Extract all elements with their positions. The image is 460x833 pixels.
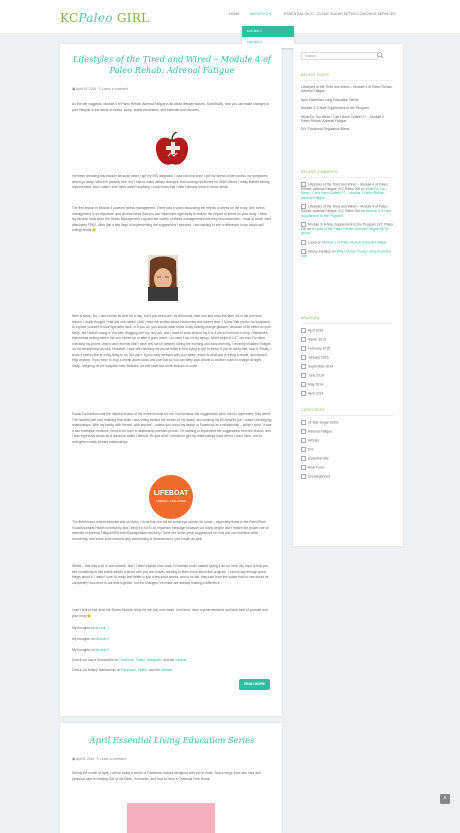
divider <box>301 177 393 178</box>
folder-icon <box>301 391 306 396</box>
category-label[interactable]: Essential Oils <box>308 456 329 461</box>
archives-list <box>301 328 393 400</box>
laura-facebook-link[interactable]: Facebook <box>119 658 134 662</box>
check-out-laura-line: Check out Laura Schoenfeld on Facebook, Twitter, Instagram, and her website <box>72 658 187 662</box>
post-paragraph: Whew – that was a lot in one module, huh? I didn't realize how much I'd learned until I started typing it all out here. My hope is that you see something in this article strikes a chord with you and leaves wanting to learn more about this program. I cannot say enough good things about it. I wasn't sure I'd really feel better in just a few short weeks, and to be fair, they said from the outset that no one would be completely recovered in out time together, but the changes I've made are already making a difference. <box>72 564 269 585</box>
post-paragraph: The first lesson in Module 4 covered stress management. There was a video discussing the effects of stress on the body, why stress management is so important, and several ideas that you can implement right away to reduce the impact of stress on your body. I think my favorite tools were the Stress Management Log and the variety of stress management tools they recommended – most of which were absolutely FREE. After just a few days of implementing the suggestions I selected, I am starting to see a difference in my mood and energy levels 🙂 <box>72 206 272 232</box>
archive-item[interactable] <box>301 391 393 396</box>
leave-comment-link[interactable]: Leave a comment <box>99 757 127 761</box>
check-prefix: Check out Laura Schoenfeld on <box>72 658 119 662</box>
comment-author[interactable]: Module 3: A Nice Supplement to the Program | KC Paleo Girl <box>301 222 393 232</box>
category-label[interactable]: Articles <box>308 438 320 443</box>
archive-label[interactable]: April 2015 <box>308 328 324 333</box>
folder-icon <box>301 456 306 461</box>
recent-comment: Lifestyles of the Tired and Wired – Module 4 of Paleo Rehab: Adrenal Fatigue | KC Paleo Girl on What Do You Mean I Can't Have Coffee??? – Module 2 Paleo Rehab: Adrenal Fatigue <box>301 182 388 200</box>
module-2-link[interactable]: Module 2 <box>95 637 110 641</box>
nav-sugar-detox[interactable]: 21 DAY SUGAR DETOX COACHING SERVICES <box>317 12 396 16</box>
folder-icon <box>301 447 306 452</box>
post-meta <box>72 757 126 763</box>
search-input[interactable]: Search … <box>301 52 378 60</box>
recent-comment: Module 3: A Nice Supplement to the Program | KC Paleo Girl on I'm part of the Paleo Rehab: Adrenal Fatigue BETA group! <box>301 222 393 236</box>
archive-label[interactable]: June 2014 <box>308 373 324 378</box>
recent-comment: Nancy Zaratley on Why I Chose Young Living Essential Oils <box>301 249 391 258</box>
folder-icon <box>301 465 306 470</box>
recent-comment: Laura on Module 1 of Paleo Rehab: Adrenal Fatigue <box>301 240 393 245</box>
category-item[interactable] <box>301 438 393 443</box>
kelsey-facebook-link[interactable]: Facebook <box>121 668 136 672</box>
comment-post-link[interactable]: I'm part of the Paleo Rehab: Adrenal Fatigue BETA group! <box>301 227 389 236</box>
thoughts-prefix: My thoughts on <box>72 626 95 630</box>
recent-post-link[interactable]: Lifestyles of the Tired and Wired – Module 4 of Paleo Rehab: Adrenal Fatigue <box>301 85 393 94</box>
archive-label[interactable]: February 2015 <box>308 346 331 351</box>
chevron-up-icon: ˄ <box>443 796 447 802</box>
kelsey-twitter-link[interactable]: Twitter <box>137 668 148 672</box>
archive-label[interactable]: May 2014 <box>308 382 323 387</box>
folder-icon <box>301 364 306 369</box>
post-paragraph: I can't wait to see what the Bonus Module holds for me (us) next week. Until then, have a great weekend and take care of yourself and your body 🙂 <box>72 608 268 618</box>
archive-item[interactable] <box>301 373 393 378</box>
thoughts-line <box>72 637 272 643</box>
comment-author[interactable]: Laura <box>308 240 317 245</box>
recent-comments-list <box>301 182 393 262</box>
kelsey-website-link[interactable]: website <box>161 668 173 672</box>
module-1-link[interactable]: Module 1 <box>95 626 110 630</box>
recent-posts-heading: RECENT POSTS <box>301 73 330 77</box>
recent-post-link[interactable]: What Do You Mean I Can't Have Coffee??? – Module 2 Paleo Rehab: Adrenal Fatigue <box>301 114 384 124</box>
check-tail: , and her <box>147 668 161 672</box>
post-title[interactable]: April Essential Living Education Series <box>89 735 255 745</box>
comment-post-link[interactable]: Module 1 of Paleo Rehab: Adrenal Fatigue <box>322 240 387 245</box>
post-paragraph: Next is sleep. No, I don't mean its time for a nap, but if you need one, by all means, take one and read this later. As in the previous lesson, I really thought I had this one nailed. Until I read the section about electronics and screen time. I 'knew' that you're not supposed to expose yourself to blue light after dark, or if you do, you should wear those funky looking orange glasses, because of its effect on your sleep, but I wasn't doing it. You see, blogging isn't my only job, and I have to work around my 9 to 5 job to find time to blog. Oftentimes, that means writing before the sun comes up or after it goes down. I do have f.lux on my laptop, which helps A LOT, but then I'm often checking my phone, which until recently didn't have any sort of dimmer during the evening and early morning. I recently installed Twilight on my smartphone as well. However, I was still checking my phone while in bed trying to get to sleep. If you're doing that, stop it. Really. I know it seems like an easy thing to do, but don't. It just really messes with your sleep, which is what you're trying to avoid, and doesn't help anyone. If you have to, buy a cheap alarm clock and use that so you can keep your phone in another room to charge at night. Okay...stepping off the soapbox now. Besides, we still have two more lessons to cover. <box>72 314 272 368</box>
folder-icon <box>301 346 306 351</box>
comment-author[interactable]: Nancy Zaratley <box>308 249 331 254</box>
post-card <box>60 44 282 716</box>
lifeboat-logo <box>148 474 194 520</box>
recent-comments-heading: RECENT COMMENTS <box>301 170 338 174</box>
recent-comment: Lifestyles of the Tired and Wired – Module 4 of Paleo Rehab: Adrenal Fatigue | KC Paleo Girl on Module 3: A Nice Supplement to the Program <box>301 204 392 218</box>
archive-item[interactable] <box>301 328 393 333</box>
folder-icon <box>301 438 306 443</box>
category-label[interactable]: Uncategorized <box>308 474 330 479</box>
search-icon[interactable] <box>377 52 384 59</box>
woman-sleeping-photo <box>148 255 178 301</box>
folder-icon <box>301 337 306 342</box>
sidebar <box>293 44 403 546</box>
categories-heading: CATEGORIES <box>301 408 325 412</box>
logo-paleo: Paleo <box>78 11 113 25</box>
site-header <box>0 0 460 33</box>
apple-health-image <box>153 132 191 168</box>
folder-icon <box>301 373 306 378</box>
folder-icon <box>301 382 306 387</box>
thoughts-prefix: My thoughts on <box>72 648 95 652</box>
archive-label[interactable]: April 2014 <box>308 391 324 396</box>
recent-posts-list <box>301 85 393 136</box>
check-prefix: Check out Kelsey Marksteiner on <box>72 668 121 672</box>
laura-website-link[interactable]: website <box>175 658 187 662</box>
check-out-kelsey-line: Check out Kelsey Marksteiner on Facebook, Twitter, and her website <box>72 668 173 672</box>
site-logo[interactable] <box>60 11 149 25</box>
laura-instagram-link[interactable]: Instagram <box>146 658 162 662</box>
thoughts-line <box>72 626 272 632</box>
archive-label[interactable]: January 2015 <box>308 355 329 360</box>
category-label[interactable]: DIY <box>308 447 314 452</box>
comment-post-link[interactable]: What Do You Mean I Can't Have Coffee??? – Module 2 Paleo Rehab: Adrenal Fatigue <box>301 187 386 200</box>
divider <box>301 415 393 416</box>
post-paragraph: During the month of April, I will be doing a series of Facebook classes designed with you in mind. Topics range from skin care and personal care to Healing Oils of the Bible, Hormones, and how to have a Chemical Free Home. <box>72 771 261 781</box>
archives-heading: ARCHIVES <box>301 316 320 320</box>
nav-about[interactable]: ABOUT KC ▾ <box>250 12 272 16</box>
post-title[interactable]: Lifestyles of the Tired and Wired – Module 4 of Paleo Rehab: Adrenal Fatigue <box>72 54 272 75</box>
recent-post-link[interactable]: April Essential Living Education Series <box>301 97 359 102</box>
thoughts-line <box>72 648 272 654</box>
category-item[interactable] <box>301 465 393 470</box>
category-label[interactable]: Real Food <box>308 465 324 470</box>
folder-icon <box>301 474 306 479</box>
category-item[interactable] <box>301 420 393 425</box>
folder-icon <box>301 355 306 360</box>
dropdown-sub-link-1[interactable]: sub-link 1 <box>242 26 294 37</box>
logo-girl: GIRL <box>116 11 150 25</box>
post-paragraph: I've been dreading this module because when I got my IBS diagnosis, I was told that once I got my stress under control, my symptoms would go away. Which is partially true, but I had to make dietary changes, and undergo treatment for SIBO before I really started seeing improvement. And I wasn't sure there wasn't anything I could learn that I didn't already know in these areas. <box>72 174 270 189</box>
categories-list <box>301 420 393 483</box>
comment-icon: ✎ <box>98 87 101 91</box>
lifeboat-logo-title: LIFEBOAT <box>153 490 189 497</box>
calendar-icon: ▣ <box>72 87 76 91</box>
divider <box>301 80 393 81</box>
nav-home[interactable]: HOME <box>229 12 240 16</box>
post-paragraph: The final lesson covers exercise and recovery. I think this one will be a real eye-opener for some – especially those in the Paleo/Real Food/Ancestral Health community. But I think it's SO/O an important message because too many people don't realize the proper role of exercise in Adrenal Fatigue/HPA Axis Dysregulation recovery. There are some great suggestions for how you can exercise while recovering, and some solid reasons why overtraining is detrimental to your health as well. <box>72 520 269 541</box>
folder-icon <box>301 328 306 333</box>
comment-post-link[interactable]: Why I Chose Young Living Essential Oils <box>301 249 391 258</box>
read-more-button[interactable]: READ MORE <box>239 679 270 690</box>
comment-icon <box>301 240 306 245</box>
post-date[interactable]: April 19, 2015 <box>75 87 97 91</box>
category-label[interactable]: 21 Day Sugar Detox <box>308 420 339 425</box>
archive-item[interactable] <box>301 346 393 351</box>
post-paragraph: As the title suggests, Module 4 of Paleo Rehab: Adrenal Fatigue is all about lifestyle factors. Specifically, how you can make changes to your lifestyle in the areas of stress, sleep, social connection, and exercise and recovery. <box>72 102 270 112</box>
archive-item[interactable] <box>301 337 393 342</box>
check-tail: , and her <box>161 658 175 662</box>
archive-label[interactable]: March 2015 <box>308 337 326 342</box>
comment-icon: ✎ <box>96 757 99 761</box>
nav-essential-oils[interactable]: ESSENTIAL OILS <box>284 12 313 16</box>
divider <box>301 323 393 324</box>
post-paragraph: Social Connection was the hardest lesson of the entire module for me. Not because the suggestions were hard to implement, they aren't. The hardest part was realizing that while I was sitting behind the screen of my laptop and working my 60-hr/week job, I wasn't developing relationships. With my family, with friends, with anyone – unless you count my laptop or Facebook as a relationship – which I don't. It was a sad revelation because I tend to be such a relationship oriented person. I'm starting to implement the suggestions from the lesson, and I was especially struck by a resource called Lifeboat. It's just what I needed to get my relationships back where I want them, and to strengthen newly formed relationships. <box>72 412 272 444</box>
comment-post-link[interactable]: Module 3: A Nice Supplement to the Program <box>301 209 392 218</box>
folder-icon <box>301 420 306 425</box>
thoughts-prefix: My thoughts on <box>72 637 95 641</box>
post-meta <box>72 87 128 93</box>
category-item[interactable] <box>301 447 393 452</box>
post-date[interactable]: April 5, 2015 <box>75 757 95 761</box>
archive-item[interactable] <box>301 364 393 369</box>
recent-post-link[interactable]: Module 3: A Nice Supplement to the Program <box>301 106 369 111</box>
archive-item[interactable] <box>301 355 393 360</box>
category-label[interactable]: Adrenal Fatigue <box>308 429 332 434</box>
comment-author[interactable]: Lifestyles of the Tired and Wired – Module 4 of Paleo Rehab: Adrenal Fatigue | KC Paleo Girl <box>301 204 388 214</box>
folder-icon <box>301 429 306 434</box>
archive-label[interactable]: September 2014 <box>308 364 334 369</box>
lifeboat-logo-subtitle: FRIENDS • CHALLENGE <box>156 500 186 503</box>
category-item[interactable] <box>301 474 393 479</box>
archive-item[interactable] <box>301 382 393 387</box>
back-to-top-button[interactable] <box>440 794 450 804</box>
calendar-icon: ▣ <box>72 757 76 761</box>
recent-post-link[interactable]: DIY Emotional Regulation Blend <box>301 127 350 132</box>
dropdown-sub-link-2[interactable]: sub-link 2 <box>242 37 294 48</box>
leave-comment-link[interactable]: Leave a comment <box>101 87 128 91</box>
category-item[interactable] <box>301 456 393 461</box>
logo-kc: KC <box>60 11 79 25</box>
category-item[interactable] <box>301 429 393 434</box>
featured-image <box>127 803 215 833</box>
laura-twitter-link[interactable]: Twitter <box>135 658 145 662</box>
comment-author[interactable]: Lifestyles of the Tired and Wired – Module 4 of Paleo Rehab: Adrenal Fatigue | KC Paleo Girl <box>301 182 388 191</box>
module-3-link[interactable]: Module 3 <box>95 648 110 652</box>
